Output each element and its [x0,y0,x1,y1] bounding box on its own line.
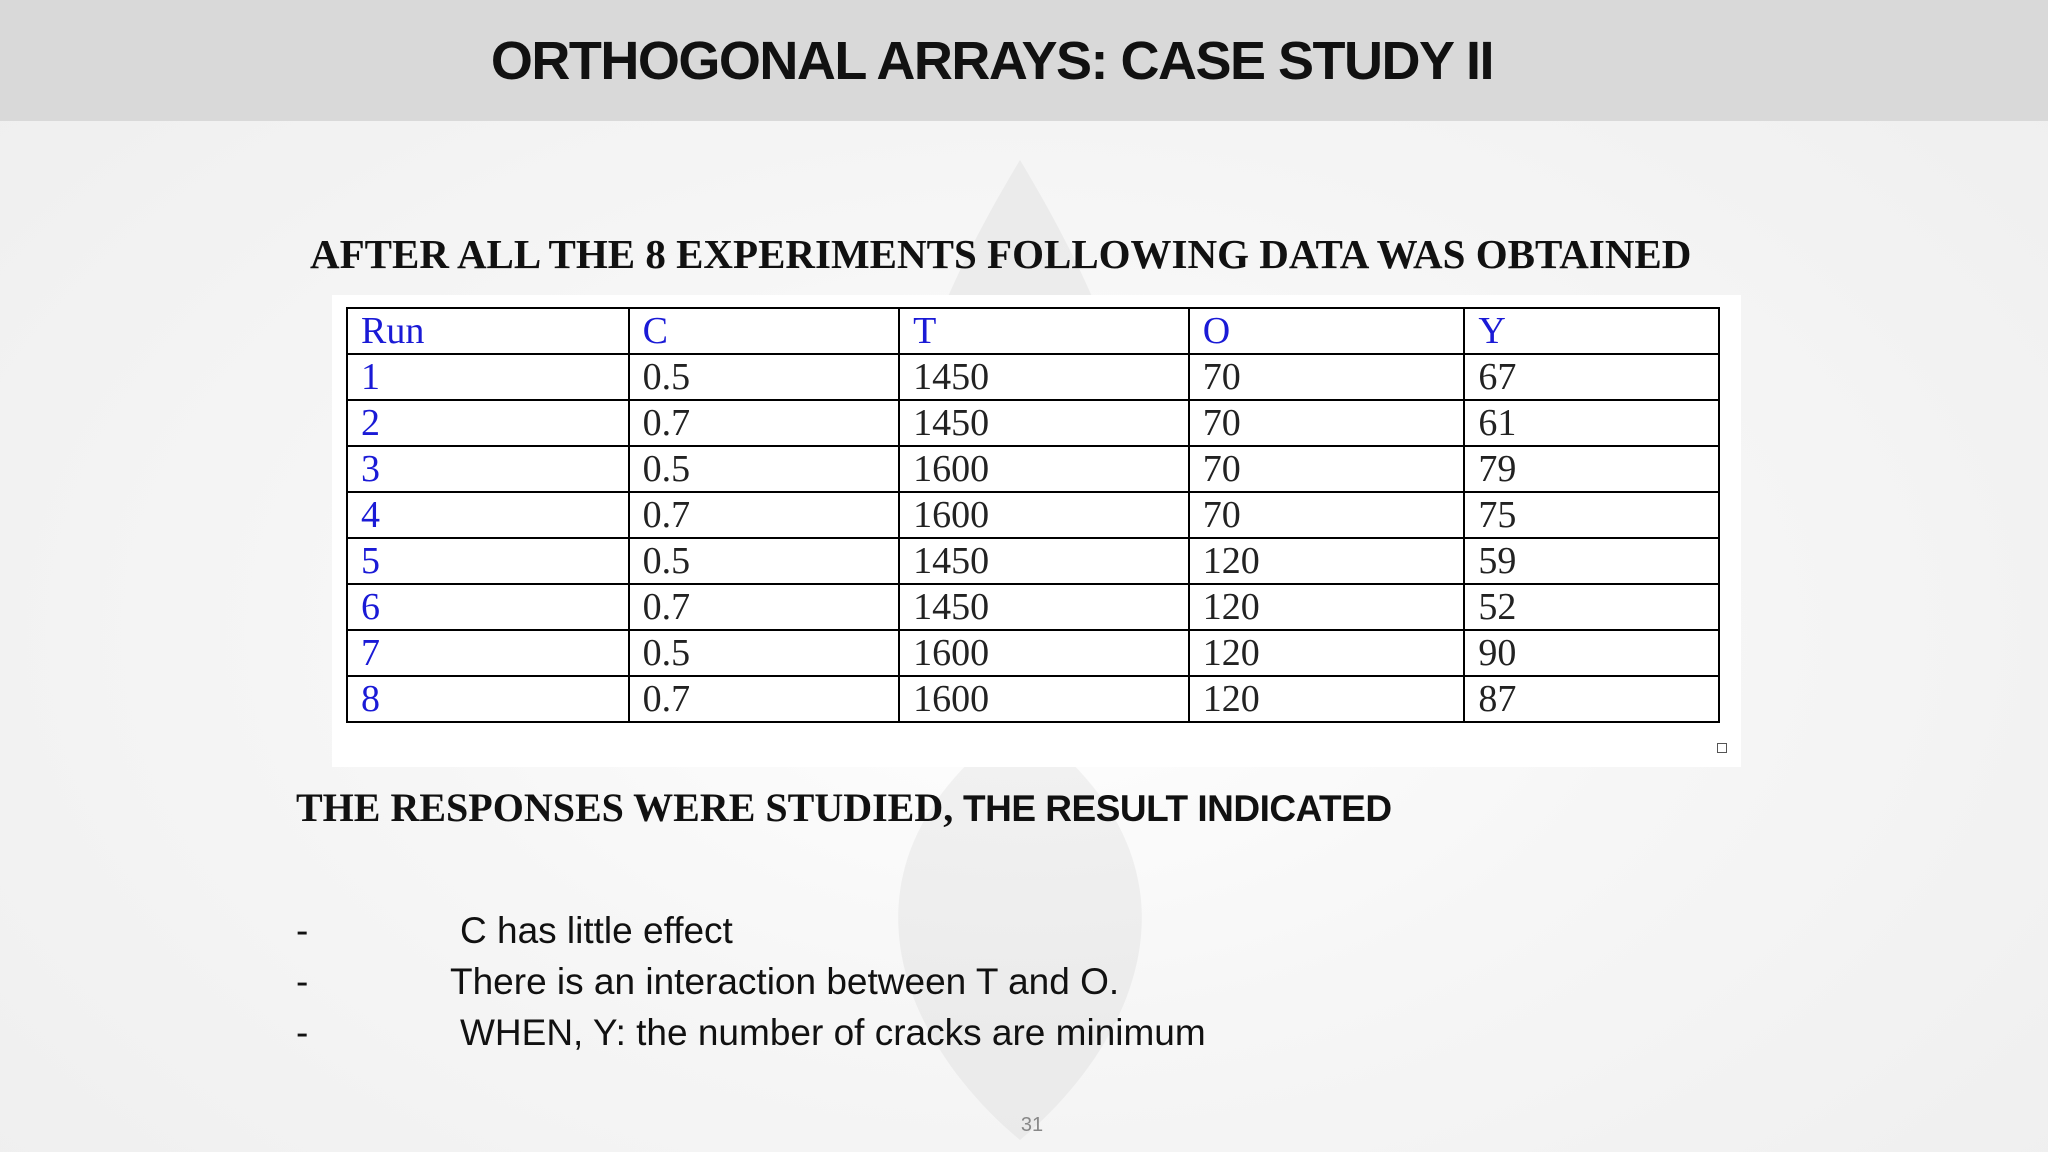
cell-o: 70 [1189,492,1465,538]
table-caption: AFTER ALL THE 8 EXPERIMENTS FOLLOWING DATA WAS OBTAINED [310,231,1692,277]
cell-run: 2 [347,400,629,446]
cell-c: 0.7 [629,400,900,446]
header-o: O [1189,308,1465,354]
header-c: C [629,308,900,354]
cell-y: 59 [1464,538,1719,584]
dash-bullet-icon: - [296,910,309,951]
cell-o: 70 [1189,446,1465,492]
cell-run: 8 [347,676,629,722]
cell-o: 120 [1189,584,1465,630]
cell-c: 0.7 [629,676,900,722]
table-header-row [347,308,1719,354]
page-number: 31 [1020,1114,1044,1136]
result-heading-part2: THE RESULT INDICATED [953,788,1392,829]
cell-o: 70 [1189,354,1465,400]
cell-run: 1 [347,354,629,400]
header-t: T [899,308,1189,354]
cell-c: 0.5 [629,446,900,492]
slide-title: ORTHOGONAL ARRAYS: CASE STUDY II [490,31,1494,91]
cell-y: 67 [1464,354,1719,400]
experiment-data-table [346,307,1720,723]
table-row [347,676,1719,722]
cell-t: 1600 [899,676,1189,722]
cell-t: 1450 [899,354,1189,400]
result-heading [296,784,1392,831]
bullet-text: There is an interaction between T and O. [450,961,1120,1002]
cell-run: 3 [347,446,629,492]
cell-run: 7 [347,630,629,676]
dash-bullet-icon: - [296,1012,309,1053]
cell-t: 1600 [899,446,1189,492]
cell-run: 4 [347,492,629,538]
cell-y: 79 [1464,446,1719,492]
table-row [347,400,1719,446]
cell-c: 0.5 [629,538,900,584]
cell-o: 120 [1189,630,1465,676]
cell-c: 0.7 [629,584,900,630]
cell-y: 87 [1464,676,1719,722]
table-row [347,538,1719,584]
header-y: Y [1464,308,1719,354]
cell-t: 1450 [899,400,1189,446]
cell-c: 0.5 [629,354,900,400]
cell-run: 5 [347,538,629,584]
data-table-frame[interactable] [332,295,1741,767]
table-row [347,492,1719,538]
cell-t: 1450 [899,538,1189,584]
cell-c: 0.7 [629,492,900,538]
header-run: Run [347,308,629,354]
cell-run: 6 [347,584,629,630]
cell-t: 1600 [899,492,1189,538]
cell-y: 52 [1464,584,1719,630]
cell-o: 120 [1189,538,1465,584]
cell-t: 1450 [899,584,1189,630]
cell-t: 1600 [899,630,1189,676]
cell-o: 120 [1189,676,1465,722]
table-row [347,584,1719,630]
cell-y: 61 [1464,400,1719,446]
table-row [347,446,1719,492]
cell-y: 90 [1464,630,1719,676]
dash-bullet-icon: - [296,961,309,1002]
header-bar [0,0,2048,121]
cell-c: 0.5 [629,630,900,676]
bullet-text: WHEN, Y: the number of cracks are minimum [460,1012,1206,1053]
result-heading-part1: THE RESPONSES WERE STUDIED, [296,785,954,830]
cell-y: 75 [1464,492,1719,538]
bullet-text: C has little effect [460,910,733,951]
cell-o: 70 [1189,400,1465,446]
table-row [347,630,1719,676]
resize-handle-icon[interactable] [1717,743,1727,753]
table-row [347,354,1719,400]
